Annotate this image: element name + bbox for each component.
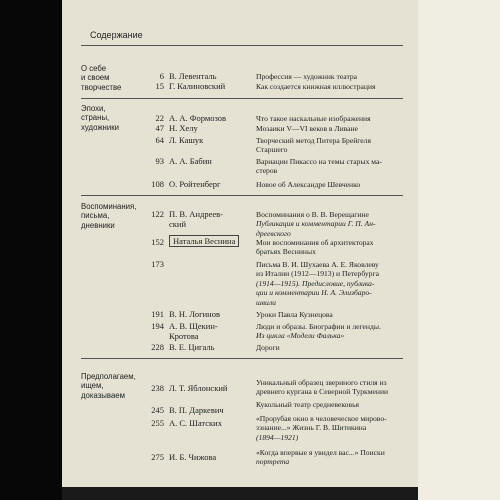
entry-author: В. П. Даркевич bbox=[169, 405, 224, 415]
entry-title[interactable]: Кукольный театр средневековья bbox=[256, 400, 360, 409]
entry-page: 93 bbox=[155, 156, 164, 166]
entry-page: 22 bbox=[155, 113, 164, 123]
entry-author: А. А. Бабин bbox=[169, 156, 212, 166]
divider bbox=[81, 195, 403, 196]
entry-title[interactable]: Люди и образы. Биографии и легенды. Из цикла «Модели Фалька» bbox=[256, 322, 381, 341]
entry-title[interactable]: Профессия — художник театра bbox=[256, 72, 358, 81]
entry-author: А. С. Шатских bbox=[169, 418, 222, 428]
page-heading: Содержание bbox=[90, 30, 143, 40]
contents-page bbox=[62, 0, 418, 500]
entry-author: А. В. Щекин- Кротова bbox=[169, 321, 218, 341]
section-label-epochs: Эпохи, страны, художники bbox=[81, 104, 119, 132]
entry-page: 15 bbox=[155, 81, 164, 91]
entry-title[interactable]: Мозаики V—VI веков в Ливане bbox=[256, 124, 358, 133]
divider bbox=[81, 98, 403, 99]
entry-page: 275 bbox=[151, 452, 164, 462]
entry-author: Л. Т. Яблонский bbox=[169, 383, 228, 393]
entry-author: В. Е. Цигаль bbox=[169, 342, 215, 352]
divider bbox=[81, 358, 403, 359]
entry-title[interactable]: Воспоминания о В. В. Верещагине Публикация и комментарии Г. П. Ан- дреевского bbox=[256, 210, 376, 238]
entry-page: 238 bbox=[151, 383, 164, 393]
entry-page: 255 bbox=[151, 418, 164, 428]
entry-page: 152 bbox=[151, 237, 164, 247]
entry-author: П. В. Андреев- ский bbox=[169, 209, 223, 229]
entry-author: И. Б. Чижова bbox=[169, 452, 217, 462]
entry-author: В. Н. Логинов bbox=[169, 309, 220, 319]
entry-title[interactable]: Как создается книжная иллюстрация bbox=[256, 82, 376, 91]
entry-title[interactable]: Уроки Павла Кузнецова bbox=[256, 310, 333, 319]
entry-page: 245 bbox=[151, 405, 164, 415]
entry-title[interactable]: Письма В. И. Шухаева А. Е. Яковлеву из Италии (1912—1913) и Петербурга (1914—1915). Предисловие, публика- ции и комментарии Н. А. Элизбаро- швили bbox=[256, 260, 379, 307]
entry-page: 64 bbox=[155, 135, 164, 145]
entry-author: А. А. Формозов bbox=[169, 113, 227, 123]
entry-page: 47 bbox=[155, 123, 164, 133]
entry-title[interactable]: «Когда впервые я увидел вас...» Поиски портрета bbox=[256, 448, 385, 467]
entry-author: В. Левенталь bbox=[169, 71, 217, 81]
divider bbox=[81, 45, 403, 46]
page-bottom-shadow bbox=[62, 487, 418, 500]
entry-title[interactable]: Что такое наскальные изображения bbox=[256, 114, 371, 123]
entry-page: 194 bbox=[151, 321, 164, 331]
entry-author: Н. Хелу bbox=[169, 123, 198, 133]
entry-page: 122 bbox=[151, 209, 164, 219]
section-label-memoirs: Воспоминания, письма, дневники bbox=[81, 202, 137, 230]
entry-page: 173 bbox=[151, 259, 164, 269]
entry-author: Л. Кашук bbox=[169, 135, 204, 145]
entry-page: 108 bbox=[151, 179, 164, 189]
section-label-about-self: О себе и своем творчестве bbox=[81, 64, 122, 92]
entry-author: Наталья Веснина bbox=[169, 237, 239, 247]
entry-title[interactable]: Мои воспоминания об архитекторах братьях Весниных bbox=[256, 238, 374, 257]
entry-author: О. Ройтенберг bbox=[169, 179, 221, 189]
section-label-hypotheses: Предполагаем, ищем, доказываем bbox=[81, 372, 136, 400]
facing-page-edge bbox=[418, 0, 500, 500]
entry-page: 6 bbox=[159, 71, 164, 81]
entry-title[interactable]: Уникальный образец звериного стиля из древнего кургана в Северной Туркмении bbox=[256, 378, 389, 397]
entry-title[interactable]: Творческий метод Питера Брейгеля Старшего bbox=[256, 136, 371, 155]
entry-title[interactable]: Новое об Александре Шевченко bbox=[256, 180, 361, 189]
entry-author: Г. Калиновский bbox=[169, 81, 226, 91]
entry-title[interactable]: «Прорубая окно в человеческое мирово- ззнание...» Жизнь Г. В. Шитикина (1894—1921) bbox=[256, 414, 387, 442]
entry-page: 228 bbox=[151, 342, 164, 352]
entry-page: 191 bbox=[151, 309, 164, 319]
entry-title[interactable]: Дороги bbox=[256, 343, 280, 352]
entry-title[interactable]: Вариации Пикассо на темы старых ма- стеров bbox=[256, 157, 382, 176]
